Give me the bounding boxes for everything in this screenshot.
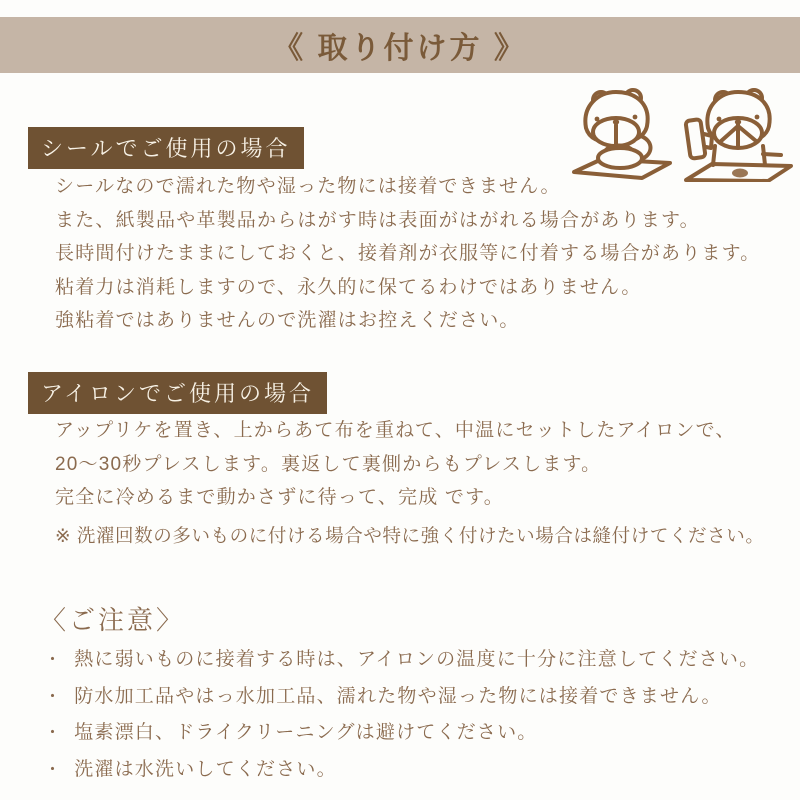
caution-item-text: 塩素漂白、ドライクリーニングは避けてください。 bbox=[74, 722, 538, 743]
bear-pressing-iron-illustration bbox=[574, 90, 670, 178]
bullet-dot: ・ bbox=[44, 650, 63, 669]
bullet-dot: ・ bbox=[44, 759, 63, 779]
caution-item-text: 防水加工品やはっ水加工品、濡れた物や湿った物には接着できません。 bbox=[74, 685, 722, 707]
sewing-note: ※ 洗濯回数の多いものに付ける場合や特に強く付けたい場合は縫付けてください。 bbox=[55, 525, 765, 546]
seal-line: 粘着力は消耗しますので、永久的に保てるわけではありません。 bbox=[55, 276, 642, 298]
page-title: 《 取り付け方 》 bbox=[273, 32, 527, 65]
seal-usage-text bbox=[55, 170, 760, 338]
section-label-iron-usage: アイロンでご使用の場合 bbox=[28, 372, 327, 414]
bear-lifting-iron-illustration bbox=[685, 90, 791, 181]
caution-item bbox=[44, 679, 759, 716]
seal-line: 強粘着ではありませんので洗濯はお控えください。 bbox=[55, 310, 520, 332]
caution-item bbox=[44, 752, 759, 789]
iron-line: 完全に冷めるまで動かさずに待って、完成 です。 bbox=[55, 487, 504, 509]
iron-line: 20〜30秒プレスします。裏返して裏側からもプレスします。 bbox=[55, 453, 602, 475]
bullet-dot: ・ bbox=[44, 723, 63, 742]
section-label-seal-usage: シールでご使用の場合 bbox=[28, 127, 304, 169]
caution-item bbox=[44, 642, 759, 679]
caution-heading: 〈ご注意〉 bbox=[40, 605, 186, 635]
iron-line: アップリケを置き、上からあて布を重ねて、中温にセットしたアイロンで、 bbox=[55, 420, 736, 441]
caution-list bbox=[44, 642, 759, 788]
caution-item bbox=[44, 715, 759, 752]
bullet-dot: ・ bbox=[44, 686, 63, 706]
seal-line: 長時間付けたままにしておくと、接着剤が衣服等に付着する場合があります。 bbox=[55, 243, 761, 265]
caution-item-text: 洗濯は水洗いしてください。 bbox=[74, 758, 337, 780]
seal-line: シールなので濡れた物や湿った物には接着できません。 bbox=[55, 176, 561, 197]
page-header bbox=[0, 17, 800, 73]
iron-usage-text bbox=[55, 414, 736, 515]
bear-illustrations bbox=[568, 86, 796, 182]
seal-line: また、紙製品や革製品からはがす時は表面がはがれる場合があります。 bbox=[55, 209, 700, 231]
caution-item-text: 熱に弱いものに接着する時は、アイロンの温度に十分に注意してください。 bbox=[74, 649, 760, 670]
